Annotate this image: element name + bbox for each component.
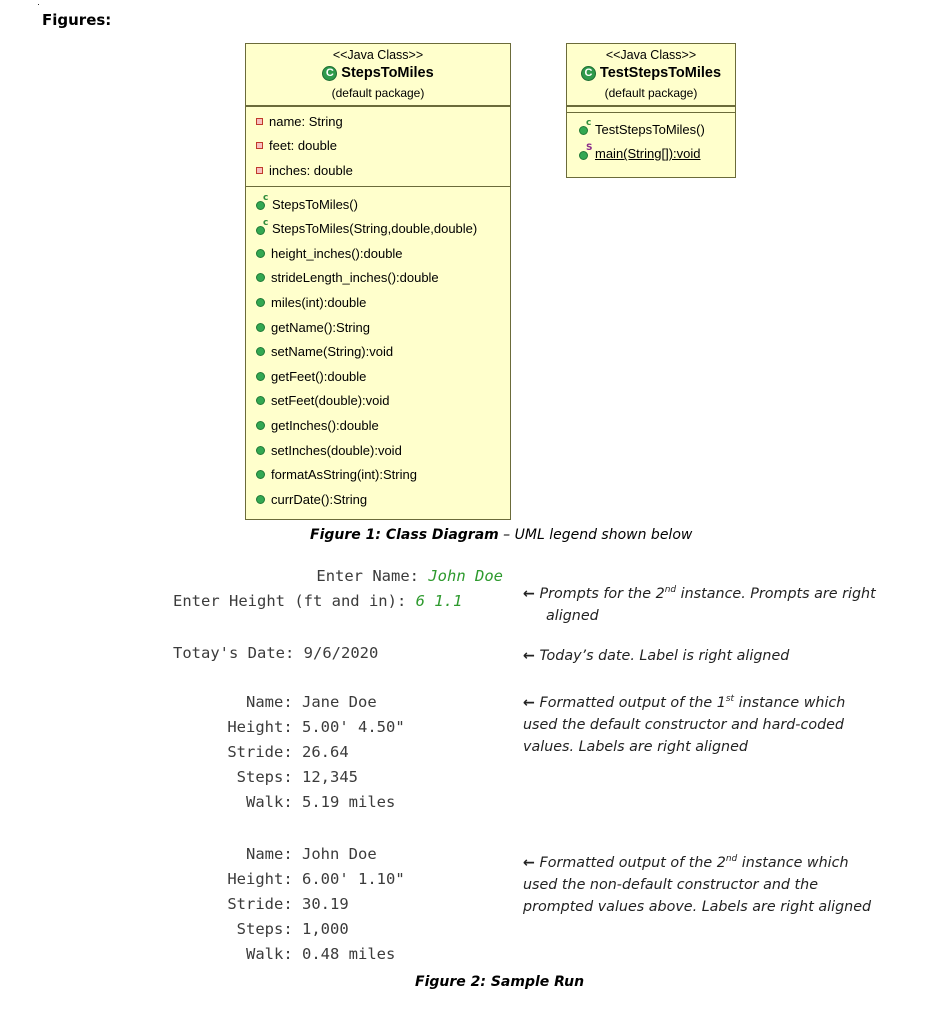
field-inches: inches: double	[269, 162, 353, 178]
note-instance1	[523, 688, 903, 758]
public-method-icon	[256, 273, 265, 282]
method-row	[246, 364, 510, 389]
package-label: (default package)	[604, 86, 698, 100]
output-value: 5.00' 4.50"	[302, 718, 405, 736]
private-field-icon	[256, 118, 263, 125]
method-label: height_inches():double	[271, 245, 403, 261]
figure2-caption: Figure 2: Sample Run	[415, 974, 585, 990]
note-text: prompted values above. Labels are right aligned	[523, 898, 872, 915]
field-name: name: String	[269, 113, 343, 129]
constructor-icon: c	[256, 198, 270, 210]
constructor-icon: c	[256, 223, 270, 235]
note-text: aligned	[546, 607, 599, 624]
left-arrow-icon: ←	[523, 648, 535, 664]
class-name: TestStepsToMiles	[599, 65, 722, 81]
constructor-default: StepsToMiles()	[272, 196, 358, 212]
output-value: 30.19	[302, 895, 349, 913]
constructor-full: StepsToMiles(String,double,double)	[272, 221, 478, 237]
output-label: Name:	[246, 845, 302, 863]
class-icon: C	[581, 66, 596, 81]
class-header	[567, 44, 735, 107]
method-label: currDate():String	[271, 491, 368, 507]
main-method: main(String[]):void	[595, 146, 701, 162]
note-text: values. Labels are right aligned	[523, 738, 748, 755]
public-method-icon	[256, 446, 265, 455]
output-label: Steps:	[236, 920, 302, 938]
methods-section	[567, 113, 735, 166]
output-value: 5.19 miles	[302, 793, 396, 811]
date-label: Totay's Date:	[173, 644, 304, 662]
stereotype-label: <<Java Class>>	[605, 48, 697, 62]
figures-heading: Figures:	[42, 11, 112, 29]
output-label: Name:	[246, 693, 302, 711]
note-instance2	[523, 848, 923, 918]
fields-section	[246, 107, 510, 187]
output-row	[173, 768, 405, 793]
output-value: 26.64	[302, 743, 349, 761]
prompt-name-value: John Doe	[428, 567, 503, 585]
left-arrow-icon: ←	[523, 585, 535, 602]
note-sup: nd	[725, 854, 738, 864]
methods-section	[246, 187, 510, 512]
figure1-caption-rest: – UML legend shown below	[498, 527, 693, 543]
output-value: 1,000	[302, 920, 349, 938]
output-row	[173, 845, 405, 870]
output-row	[173, 793, 405, 818]
method-row	[246, 462, 510, 487]
note-text: Formatted output of the 2	[539, 854, 726, 871]
output-label: Walk:	[246, 945, 302, 963]
note-date	[523, 645, 903, 667]
method-label: getName():String	[271, 319, 370, 335]
note-text: instance. Prompts are right	[676, 585, 876, 602]
constructor-row	[567, 117, 735, 142]
class-name-row	[246, 65, 510, 81]
prompt-height-line	[173, 592, 462, 610]
output-label: Stride:	[227, 743, 302, 761]
class-icon: C	[322, 66, 337, 81]
output-row	[173, 743, 405, 768]
output-label: Steps:	[236, 768, 302, 786]
method-row	[246, 438, 510, 463]
output-row	[173, 920, 405, 945]
note-text: Prompts for the 2	[539, 585, 665, 602]
method-label: getInches():double	[271, 417, 379, 433]
prompt-name-line	[173, 567, 503, 585]
output-value: 12,345	[302, 768, 358, 786]
date-value: 9/6/2020	[303, 644, 379, 662]
class-name: StepsToMiles	[341, 65, 434, 81]
method-label: miles(int):double	[271, 294, 367, 310]
field-feet: feet: double	[269, 138, 337, 154]
note-text: Formatted output of the 1	[539, 694, 726, 711]
method-row	[246, 241, 510, 266]
field-row	[246, 158, 510, 183]
figure1-caption	[310, 527, 692, 543]
output-row	[173, 945, 405, 970]
output-row	[173, 718, 405, 743]
public-method-icon	[256, 249, 265, 258]
date-line	[173, 644, 378, 662]
method-label: strideLength_inches():double	[271, 270, 439, 286]
note-text: instance which	[734, 694, 846, 711]
prompt-name-label: Enter Name:	[316, 567, 429, 585]
output-value: 6.00' 1.10"	[302, 870, 405, 888]
method-row	[246, 290, 510, 315]
public-method-icon	[256, 421, 265, 430]
output-label: Height:	[227, 870, 302, 888]
stray-dot: ·	[37, 0, 40, 9]
constructor-row	[246, 216, 510, 241]
public-method-icon	[256, 372, 265, 381]
note-sup: st	[725, 694, 735, 704]
prompt-height-label: Enter Height (ft and in):	[173, 592, 416, 610]
output-row	[173, 895, 405, 920]
method-row	[246, 315, 510, 340]
prompt-height-value: 6 1.1	[415, 592, 463, 610]
note-text: used the default constructor and hard-coded	[523, 716, 845, 733]
instance1-output	[173, 693, 405, 818]
method-row	[246, 389, 510, 414]
method-row	[246, 487, 510, 512]
constructor-icon: c	[579, 123, 593, 135]
method-row	[246, 339, 510, 364]
note-text: Today’s date. Label is right aligned	[539, 648, 790, 664]
output-label: Walk:	[246, 793, 302, 811]
left-arrow-icon: ←	[523, 694, 535, 711]
static-method-icon: S	[579, 148, 593, 160]
private-field-icon	[256, 167, 263, 174]
method-label: setInches(double):void	[271, 442, 402, 458]
output-row	[173, 693, 405, 718]
stereotype-label: <<Java Class>>	[332, 48, 424, 62]
output-label: Height:	[227, 718, 302, 736]
method-label: getFeet():double	[271, 368, 367, 384]
output-row	[173, 870, 405, 895]
public-method-icon	[256, 495, 265, 504]
note-sup: nd	[664, 585, 677, 595]
constructor-default: TestStepsToMiles()	[595, 121, 705, 137]
field-row	[246, 134, 510, 159]
method-row	[246, 266, 510, 291]
note-text: instance which	[737, 854, 849, 871]
package-label: (default package)	[331, 86, 425, 100]
note-prompts	[523, 579, 903, 627]
figure1-caption-bold: Figure 1: Class Diagram	[310, 527, 499, 543]
output-value: John Doe	[302, 845, 377, 863]
public-method-icon	[256, 323, 265, 332]
public-method-icon	[256, 298, 265, 307]
public-method-icon	[256, 470, 265, 479]
method-row	[567, 142, 735, 167]
uml-class-teststepstomiles	[566, 43, 736, 178]
private-field-icon	[256, 142, 263, 149]
output-value: Jane Doe	[302, 693, 377, 711]
class-header	[246, 44, 510, 107]
instance2-output	[173, 845, 405, 970]
constructor-row	[246, 192, 510, 217]
output-label: Stride:	[227, 895, 302, 913]
method-label: setName(String):void	[271, 344, 394, 360]
method-row	[246, 413, 510, 438]
method-label: setFeet(double):void	[271, 393, 390, 409]
uml-class-stepstomiles	[245, 43, 511, 520]
output-value: 0.48 miles	[302, 945, 396, 963]
method-label: formatAsString(int):String	[271, 467, 417, 483]
note-text: used the non-default constructor and the	[523, 876, 819, 893]
field-row	[246, 109, 510, 134]
public-method-icon	[256, 347, 265, 356]
public-method-icon	[256, 396, 265, 405]
left-arrow-icon: ←	[523, 854, 535, 871]
class-name-row	[567, 65, 735, 81]
